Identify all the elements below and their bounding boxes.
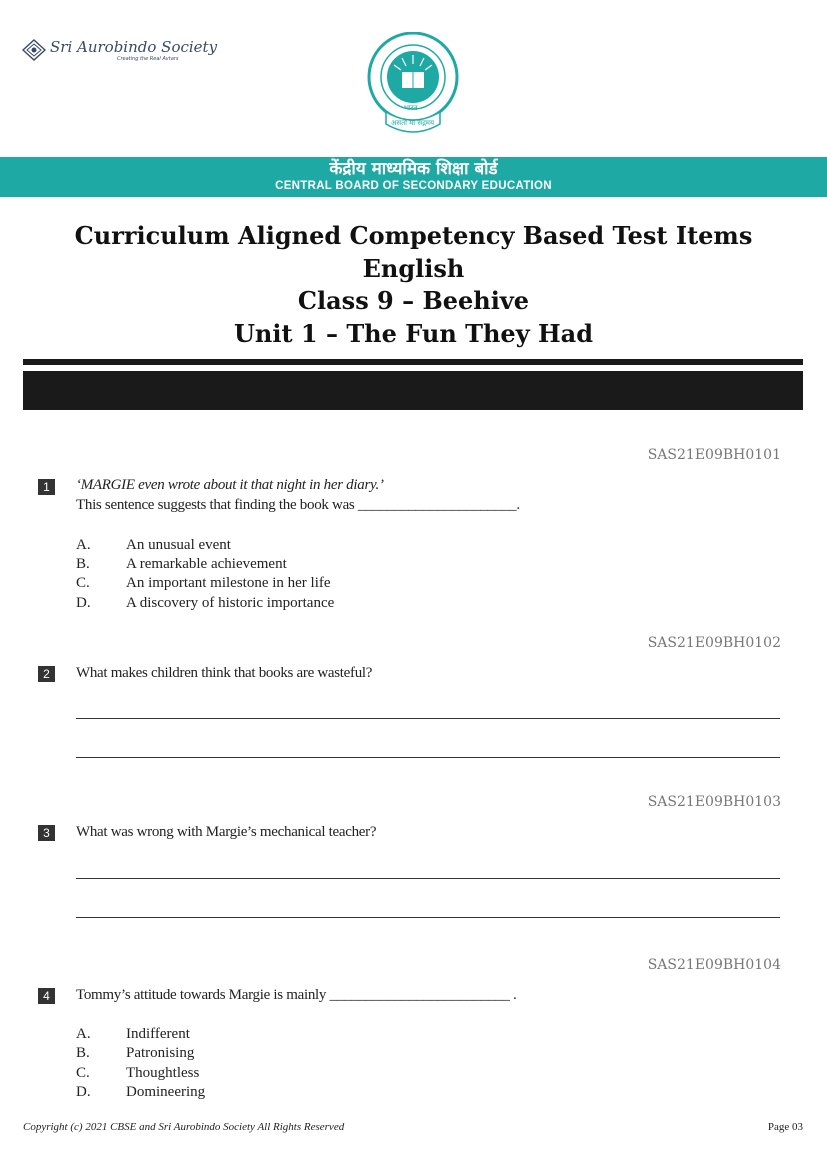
page-number: Page 03 (767, 1121, 803, 1133)
option-letter: A. (76, 537, 91, 553)
answer-line[interactable] (76, 718, 780, 719)
question-code: SAS21E09BH0101 (647, 447, 781, 463)
option-text[interactable]: An unusual event (126, 537, 231, 553)
document-title: Curriculum Aligned Competency Based Test Items (74, 221, 753, 250)
class-title: Class 9 – Beehive (297, 286, 530, 315)
option-letter: D. (76, 1084, 91, 1100)
board-band (0, 157, 827, 197)
option-text[interactable]: A discovery of historic importance (126, 595, 335, 611)
subject-title: English (362, 254, 465, 283)
unit-title: Unit 1 – The Fun They Had (233, 319, 594, 348)
option-text[interactable]: Domineering (126, 1084, 206, 1100)
sas-name: Sri Aurobindo Society (50, 38, 218, 56)
sas-emblem-icon (22, 39, 46, 61)
question-number-badge: 2 (38, 666, 55, 682)
answer-line[interactable] (76, 757, 780, 758)
footer-copyright: Copyright (c) 2021 CBSE and Sri Aurobindo Society All Rights Reserved (23, 1121, 345, 1133)
option-letter: A. (76, 1026, 91, 1042)
question-number-badge: 1 (38, 479, 55, 495)
option-letter: B. (76, 1045, 90, 1061)
question-quote: ‘MARGIE even wrote about it that night in her diary.’ (76, 477, 384, 493)
option-text[interactable]: An important milestone in her life (126, 575, 331, 591)
cbse-seal (364, 32, 462, 142)
board-name-hindi: केंद्रीय माध्यमिक शिक्षा बोर्ड (329, 159, 498, 179)
seal-bharat: भारत (404, 104, 418, 112)
question-code: SAS21E09BH0102 (647, 635, 781, 651)
question-number-badge: 3 (38, 825, 55, 841)
question-code: SAS21E09BH0104 (647, 957, 781, 973)
option-text[interactable]: Thoughtless (126, 1065, 200, 1081)
question-code: SAS21E09BH0103 (647, 794, 781, 810)
divider-rule (23, 359, 803, 365)
answer-line[interactable] (76, 878, 780, 879)
option-letter: C. (76, 575, 90, 591)
option-text[interactable]: Patronising (126, 1045, 195, 1061)
question-text: Tommy’s attitude towards Margie is mainly _________________________ . (76, 987, 517, 1003)
question-number-badge: 4 (38, 988, 55, 1004)
answer-line[interactable] (76, 917, 780, 918)
section-bar (23, 371, 803, 410)
board-name-english: CENTRAL BOARD OF SECONDARY EDUCATION (275, 180, 552, 192)
option-text[interactable]: A remarkable achievement (126, 556, 287, 572)
sas-logo (22, 38, 218, 68)
option-letter: D. (76, 595, 91, 611)
seal-motto: असतो मा सद्गमय (391, 119, 435, 127)
sas-tagline: Creating the Real Avtars (117, 56, 179, 62)
question-text: What was wrong with Margie’s mechanical teacher? (76, 824, 377, 840)
question-text: This sentence suggests that finding the book was ______________________. (76, 497, 520, 513)
option-text[interactable]: Indifferent (126, 1026, 190, 1042)
question-text: What makes children think that books are wasteful? (76, 665, 373, 681)
option-letter: B. (76, 556, 90, 572)
option-letter: C. (76, 1065, 90, 1081)
